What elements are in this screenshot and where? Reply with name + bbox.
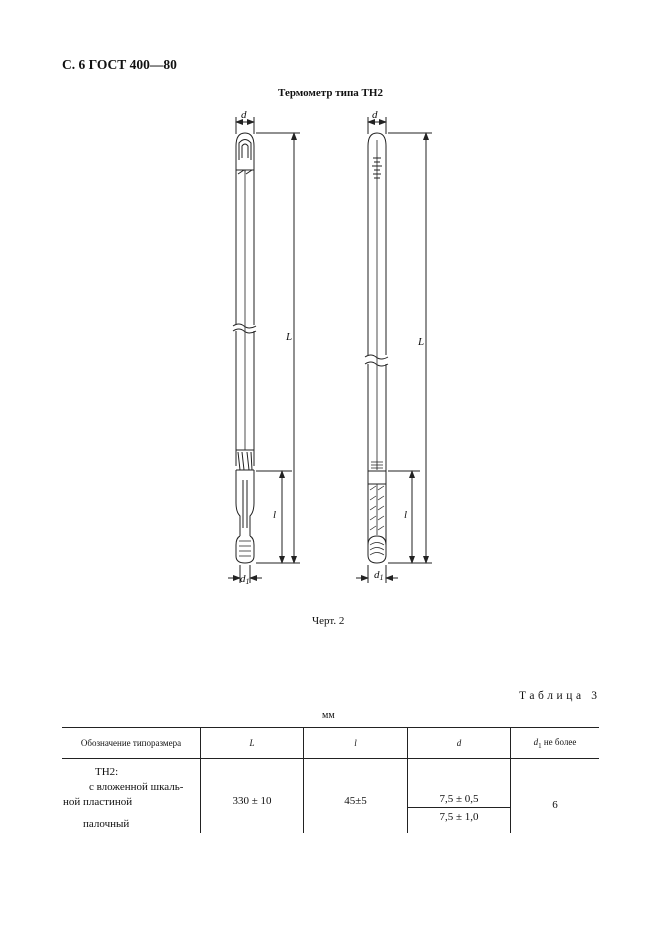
spec-table (62, 727, 599, 833)
page-header: С. 6 ГОСТ 400—80 (62, 57, 177, 72)
figure-caption: Черт. 2 (312, 615, 345, 627)
group-name: ТН2: (95, 766, 119, 778)
L-value: 330 ± 10 (232, 795, 272, 807)
left-thermometer (228, 117, 300, 583)
figure-title: Термометр типа ТН2 (278, 87, 383, 99)
left-d-label: d (241, 109, 247, 121)
header-d1-suffix: не более (541, 736, 577, 747)
right-L-label: L (418, 336, 425, 348)
left-d1-symbol: d (240, 573, 246, 585)
header-l: l (304, 728, 408, 759)
d1-value: 6 (552, 799, 558, 811)
l-value: 45±5 (344, 795, 367, 807)
designation-cell (62, 759, 201, 834)
right-l-label: l (404, 509, 408, 521)
l-cell (304, 759, 408, 834)
table-unit: мм (322, 710, 335, 721)
right-d1-subscript: 1 (379, 573, 384, 582)
d-cell (408, 759, 511, 834)
header-d1-symbol: d (533, 736, 539, 747)
header-d1-subscript: 1 (538, 741, 542, 750)
d-value1: 7,5 ± 0,5 (439, 793, 479, 805)
variant1-line2: ной пластиной (63, 796, 133, 808)
left-d1-subscript: 1 (245, 577, 250, 586)
table-label: Таблица 3 (519, 690, 601, 702)
d1-cell (511, 759, 600, 834)
right-d1-label (374, 569, 384, 582)
left-d1-label (240, 573, 250, 586)
header-d: d (408, 728, 511, 759)
left-l-label: l (273, 509, 277, 521)
header-L: L (201, 728, 304, 759)
right-d-label: d (372, 109, 378, 121)
table-row (62, 759, 599, 834)
variant1-line1: с вложенной шкаль- (89, 781, 184, 793)
left-L-label: L (286, 331, 293, 343)
right-d1-symbol: d (374, 569, 380, 581)
header-designation: Обозначение типоразмера (62, 728, 201, 759)
header-d1 (511, 728, 600, 759)
L-cell (201, 759, 304, 834)
right-thermometer (356, 117, 432, 583)
table-header-row (62, 728, 599, 759)
variant2-name: палочный (83, 818, 130, 830)
d-value2: 7,5 ± 1,0 (439, 811, 479, 823)
d-value1-box (408, 759, 510, 808)
